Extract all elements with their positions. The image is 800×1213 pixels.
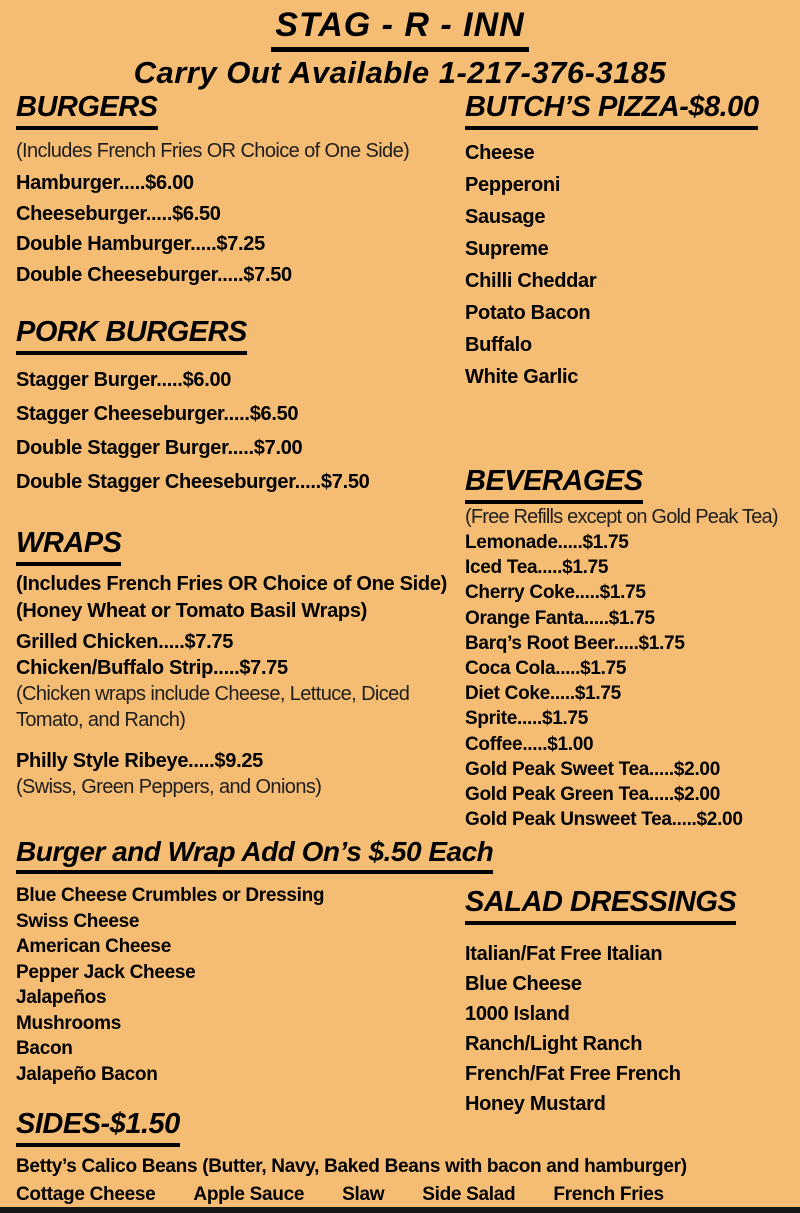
dressing-item: Blue Cheese xyxy=(465,973,582,996)
wraps-notes xyxy=(16,571,465,625)
beverages-heading: BEVERAGES xyxy=(465,465,643,504)
beverages-list xyxy=(465,530,795,832)
chicken-wrap-note: (Chicken wraps include Cheese, Lettuce, Diced Tomato, and Ranch) xyxy=(16,683,410,731)
beverage-item: Coca Cola.....$1.75 xyxy=(465,658,627,680)
wrap-item: Chicken/Buffalo Strip.....$7.75 xyxy=(16,657,288,679)
carry-out-phone-line: Carry Out Available 1-217-376-3185 xyxy=(133,55,667,90)
section-add-ons xyxy=(16,836,494,1087)
add-on-item: Jalapeño Bacon xyxy=(16,1063,158,1085)
beverage-item: Gold Peak Sweet Tea.....$2.00 xyxy=(465,758,720,780)
pork-burger-item: Stagger Burger.....$6.00 xyxy=(16,369,232,391)
side-item: Slaw xyxy=(342,1184,385,1205)
add-on-item: Jalapeños xyxy=(16,987,107,1008)
pizza-topping-item: Supreme xyxy=(465,238,549,260)
add-ons-heading: Burger and Wrap Add On’s $.50 Each xyxy=(16,836,493,874)
pizza-topping-item: White Garlic xyxy=(465,366,579,388)
pork-burgers-heading: PORK BURGERS xyxy=(16,316,247,355)
wraps-note: (Includes French Fries OR Choice of One Side) xyxy=(16,573,448,595)
add-on-item: Bacon xyxy=(16,1038,73,1059)
pizza-topping-item: Pepperoni xyxy=(465,174,561,196)
beverage-item: Barq’s Root Beer.....$1.75 xyxy=(465,632,685,654)
pizza-topping-item: Chilli Cheddar xyxy=(465,270,597,292)
beverage-item: Orange Fanta.....$1.75 xyxy=(465,607,655,629)
salad-dressings-heading: SALAD DRESSINGS xyxy=(465,886,736,925)
calico-beans-item: Betty’s Calico Beans (Butter, Navy, Baked Beans with bacon and hamburger) xyxy=(16,1156,687,1177)
section-sides xyxy=(16,1108,786,1208)
section-burgers xyxy=(16,91,465,290)
add-on-item: Pepper Jack Cheese xyxy=(16,961,196,983)
pork-burger-item: Double Stagger Burger.....$7.00 xyxy=(16,437,303,459)
sides-list xyxy=(16,1182,786,1208)
left-column xyxy=(16,91,494,1119)
wraps-heading: WRAPS xyxy=(16,527,121,566)
beverage-item: Gold Peak Green Tea.....$2.00 xyxy=(465,784,720,806)
pizza-topping-item: Buffalo xyxy=(465,334,532,356)
section-pork-burgers xyxy=(16,316,465,499)
pork-burger-item: Stagger Cheeseburger.....$6.50 xyxy=(16,403,299,425)
burgers-list xyxy=(16,168,465,290)
pizza-list xyxy=(465,137,795,393)
dressing-item: Italian/Fat Free Italian xyxy=(465,943,663,966)
add-on-item: American Cheese xyxy=(16,936,171,957)
beverage-item: Cherry Coke.....$1.75 xyxy=(465,582,646,604)
pizza-topping-item: Cheese xyxy=(465,142,535,164)
dressing-item: French/Fat Free French xyxy=(465,1063,681,1086)
pork-burgers-list xyxy=(16,363,465,499)
side-item: Cottage Cheese xyxy=(16,1184,156,1205)
wraps-list xyxy=(16,629,465,681)
dressing-item: Honey Mustard xyxy=(465,1093,606,1116)
philly-ribeye-item: Philly Style Ribeye.....$9.25 xyxy=(16,750,263,772)
section-pizza xyxy=(465,91,795,393)
dressing-item: 1000 Island xyxy=(465,1003,570,1026)
bottom-edge-bar xyxy=(0,1207,800,1213)
burgers-heading: BURGERS xyxy=(16,91,158,130)
pork-burger-item: Double Stagger Cheeseburger.....$7.50 xyxy=(16,471,370,493)
pizza-topping-item: Sausage xyxy=(465,206,546,228)
side-item: Apple Sauce xyxy=(193,1184,305,1205)
beverage-item: Lemonade.....$1.75 xyxy=(465,532,629,553)
wrap-item: Grilled Chicken.....$7.75 xyxy=(16,631,234,653)
menu-columns xyxy=(0,91,800,1119)
pizza-heading: BUTCH’S PIZZA-$8.00 xyxy=(465,91,758,130)
add-on-item: Mushrooms xyxy=(16,1012,121,1034)
right-column xyxy=(465,91,795,1119)
pizza-topping-item: Potato Bacon xyxy=(465,302,591,324)
add-on-item: Swiss Cheese xyxy=(16,910,140,932)
salad-dressings-list xyxy=(465,939,795,1119)
restaurant-title: STAG - R - INN xyxy=(271,6,528,52)
side-item: French Fries xyxy=(553,1184,664,1205)
side-item: Side Salad xyxy=(422,1184,516,1205)
beverage-item: Coffee.....$1.00 xyxy=(465,733,594,755)
section-beverages xyxy=(465,465,795,832)
wraps-note: (Honey Wheat or Tomato Basil Wraps) xyxy=(16,600,368,622)
menu-header xyxy=(0,0,800,91)
burger-item: Double Cheeseburger.....$7.50 xyxy=(16,263,292,286)
sides-heading: SIDES-$1.50 xyxy=(16,1108,180,1147)
beverage-item: Sprite.....$1.75 xyxy=(465,708,588,730)
add-on-item: Blue Cheese Crumbles or Dressing xyxy=(16,885,325,906)
beverage-item: Iced Tea.....$1.75 xyxy=(465,557,609,579)
dressing-item: Ranch/Light Ranch xyxy=(465,1033,643,1056)
beverage-item: Gold Peak Unsweet Tea.....$2.00 xyxy=(465,809,743,831)
burger-item: Cheeseburger.....$6.50 xyxy=(16,202,221,225)
burger-item: Hamburger.....$6.00 xyxy=(16,172,194,194)
beverage-item: Diet Coke.....$1.75 xyxy=(465,683,621,705)
add-ons-list xyxy=(16,883,465,1087)
section-wraps xyxy=(16,527,465,800)
philly-ribeye-note: (Swiss, Green Peppers, and Onions) xyxy=(16,776,322,798)
beverages-note: (Free Refills except on Gold Peak Tea) xyxy=(465,506,778,528)
section-salad-dressings xyxy=(465,886,795,1119)
burger-item: Double Hamburger.....$7.25 xyxy=(16,233,265,255)
burgers-note: (Includes French Fries OR Choice of One Side) xyxy=(16,140,410,162)
